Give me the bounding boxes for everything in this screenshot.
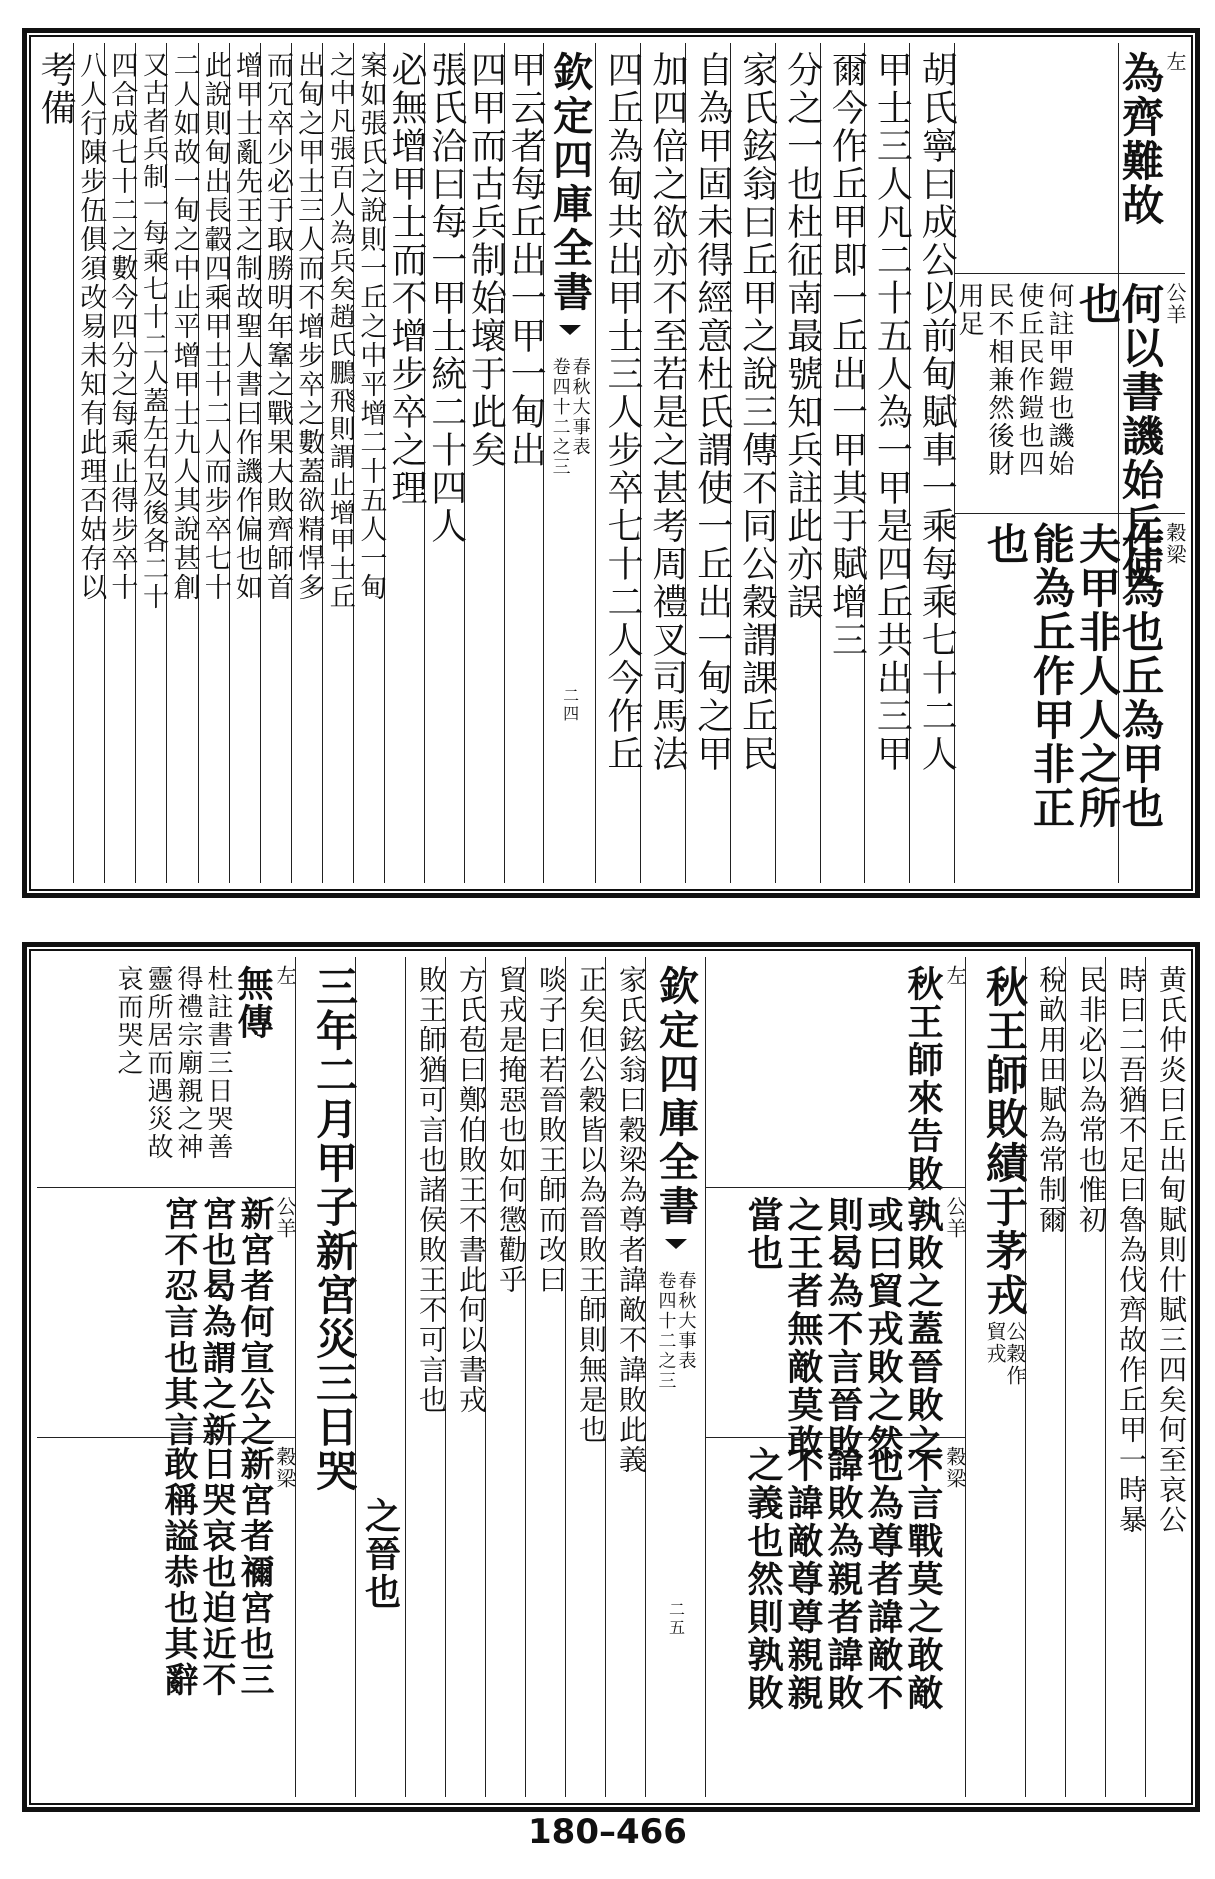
text-line: 而冗卒少必于取勝明年鞌之戰果大敗齊師首	[261, 51, 293, 602]
page-number: 二四	[560, 687, 580, 723]
text-line: 八人行陳步伍俱須改易未知有此理否姑存以	[75, 51, 107, 602]
text-line: 秋王師來告敗	[902, 965, 944, 1193]
note-line: 用足	[954, 282, 984, 338]
text-line: 或曰貿戎敗之然	[862, 1196, 904, 1462]
text-line: 案如張氏之說則一丘之中平增二十五人一甸	[355, 51, 387, 602]
text-line: 甲士三人凡二十五人為一甲是四丘共出三甲	[871, 51, 913, 773]
note-line: 何註甲鎧也譏始	[1044, 282, 1074, 478]
entry-title: 三年二月甲子新宮災三日哭	[310, 965, 359, 1493]
text-line: 之晉也	[359, 1497, 402, 1611]
gongyang-text: 何以書譏始丘使	[1116, 282, 1165, 590]
source-tag-guliang: 穀梁	[273, 1446, 297, 1490]
text-line: 二人如故一甸之中止平增甲士九人其說甚創	[168, 51, 200, 602]
fish-tail-mark-icon	[665, 1239, 687, 1261]
column-title	[1118, 43, 1185, 883]
text-line: 張氏洽曰每一甲士統二十四人	[425, 51, 467, 545]
text-line: 分之一也杜征南最號知兵註此亦誤	[781, 51, 823, 621]
note-line: 得禮宗廟親之神	[173, 965, 203, 1161]
text-line: 此說則甸出長轂四乘甲士十二人而步卒七十	[199, 51, 231, 602]
source-tag-gongyang: 公羊	[943, 1196, 967, 1240]
bottom-page	[22, 942, 1200, 1812]
text-line: 日哭哀也迫近不	[196, 1446, 236, 1698]
text-line: 黄氏仲炎曰丘出甸賦則什賦三四矣何至哀公	[1155, 965, 1188, 1535]
text-line: 夫甲非人人之所	[1073, 522, 1122, 830]
text-line: 敢稱謚恭也其辭	[158, 1446, 198, 1698]
book-title: 春秋大事表	[569, 357, 591, 457]
text-line: 當也	[742, 1196, 784, 1272]
text-line: 時曰二吾猶不足曰魯為伐齊故作丘甲一時暴	[1115, 965, 1148, 1535]
book-title: 春秋大事表	[675, 1271, 697, 1371]
column-commentary-2	[37, 957, 295, 1797]
note-line: 哀而哭之	[113, 965, 143, 1077]
text-line: 四合成七十二之數今四分之每乘止得步卒十	[106, 51, 138, 602]
text-line: 方氏苞曰鄭伯敗王不書此何以書戎	[455, 965, 488, 1415]
text-line: 敗王師猶可言也諸侯敗王不可言也	[415, 965, 448, 1415]
text-line: 之中凡張百人為兵矣趙氏鵬飛則謂止增甲士丘	[325, 51, 356, 611]
source-tag-zuo: 左	[1163, 51, 1187, 73]
page-number: 二五	[666, 1601, 686, 1637]
banner-title: 欽定四庫全書	[546, 51, 594, 315]
text-line: 貿戎是掩惡也如何懲勸乎	[495, 965, 528, 1295]
text-line: 出甸之甲士三人而不增步卒之數蓋欲精悍多	[293, 51, 325, 602]
text-line: 也為尊者諱敵不	[862, 1446, 904, 1712]
text-line: 孰敗之蓋晉敗之	[902, 1196, 944, 1462]
text-line: 不諱敵尊尊親親	[782, 1446, 824, 1712]
text-line: 自為甲固未得經意杜氏謂使一丘出一甸之甲	[691, 51, 733, 773]
text-line: 宮也曷為謂之新	[196, 1196, 236, 1448]
text-line: 則曷為不言晉敗	[822, 1196, 864, 1462]
text-line: 四甲而古兵制始壞于此矣	[465, 51, 507, 469]
top-page	[22, 28, 1200, 898]
entry-title-column	[965, 957, 1029, 1797]
variant-note: 貿戎	[983, 1321, 1007, 1365]
text-line: 也	[981, 522, 1030, 566]
fish-tail-mark-icon	[559, 325, 581, 347]
source-tag-guliang: 穀梁	[1163, 522, 1187, 566]
text-line: 又古者兵制一每乘七十二人蓋左右及後各二十	[138, 51, 169, 611]
source-tag-guliang: 穀梁	[943, 1446, 967, 1490]
note-line: 靈所居而遇災故	[143, 965, 173, 1161]
text-line: 諱敗為親者諱敗	[822, 1446, 864, 1712]
banner-title: 欽定四庫全書	[652, 965, 700, 1229]
guliang-text: 作為也丘為甲也	[1116, 522, 1165, 830]
text-line: 加四倍之欲亦不至若是之甚考周禮叉司馬法	[646, 51, 688, 773]
text-line: 甲云者每丘出一甲一甸出	[505, 51, 547, 469]
text-line: 不言戰莫之敢敵	[902, 1446, 944, 1712]
text-line: 之義也然則孰敗	[742, 1446, 784, 1712]
text-line: 新宮者何宣公之	[234, 1196, 274, 1448]
volume-label: 卷四十二之三	[655, 1271, 677, 1391]
footer-page-number: 180–466	[528, 1812, 687, 1852]
text-line: 之王者無敵莫敢	[782, 1196, 824, 1462]
text-line: 無傳	[232, 965, 274, 1041]
column-commentary-notes	[954, 43, 1122, 883]
text-line: 胡氏寧曰成公以前甸賦車一乘每乘七十二人	[916, 51, 958, 773]
text-line: 新宮者禰宮也三	[234, 1446, 274, 1698]
banner-column	[645, 957, 705, 1797]
text-line: 四丘為甸共出甲士三人步卒七十二人今作丘	[601, 51, 643, 773]
entry-title: 秋王師敗績于茅戎	[980, 965, 1029, 1317]
banner-column	[543, 43, 595, 883]
text-line: 正矣但公穀皆以為晉敗王師則無是也	[575, 965, 608, 1445]
text-line: 稅畝用田賦為常制爾	[1035, 965, 1068, 1235]
source-tag-gongyang: 公羊	[1163, 282, 1187, 326]
text-line: 也	[1073, 282, 1122, 326]
text-line: 增甲士亂先王之制故聖人書曰作譏作偏也如	[230, 51, 262, 602]
text-line: 考備	[35, 51, 77, 127]
text-line: 家氏鉉翁曰丘甲之說三傳不同公穀謂課丘民	[736, 51, 778, 773]
note-line: 杜註書三日哭善	[203, 965, 233, 1161]
entry-title: 為齊難故	[1116, 51, 1165, 227]
source-tag-zuo: 左	[943, 965, 967, 987]
text-line: 民非必以為常也惟初	[1075, 965, 1108, 1235]
text-line: 家氏鉉翁曰穀梁為尊者諱敵不諱敗此義	[615, 965, 648, 1475]
text-line: 爾今作丘甲即一丘出一甲其于賦增三	[826, 51, 868, 659]
text-line: 啖子曰若晉敗王師而改曰	[535, 965, 568, 1295]
note-line: 民不相兼然後財	[984, 282, 1014, 478]
volume-label: 卷四十二之三	[549, 357, 571, 477]
text-line: 必無增甲士而不增步卒之理	[386, 51, 428, 507]
variant-note: 公穀作	[1003, 1321, 1027, 1387]
text-line: 宮不忍言也其言	[158, 1196, 198, 1448]
text-line: 能為丘作甲非正	[1027, 522, 1076, 830]
source-tag-gongyang: 公羊	[273, 1196, 297, 1240]
note-line: 使丘民作鎧也四	[1014, 282, 1044, 478]
column-commentary	[705, 957, 965, 1797]
source-tag-zuo: 左	[273, 965, 297, 987]
